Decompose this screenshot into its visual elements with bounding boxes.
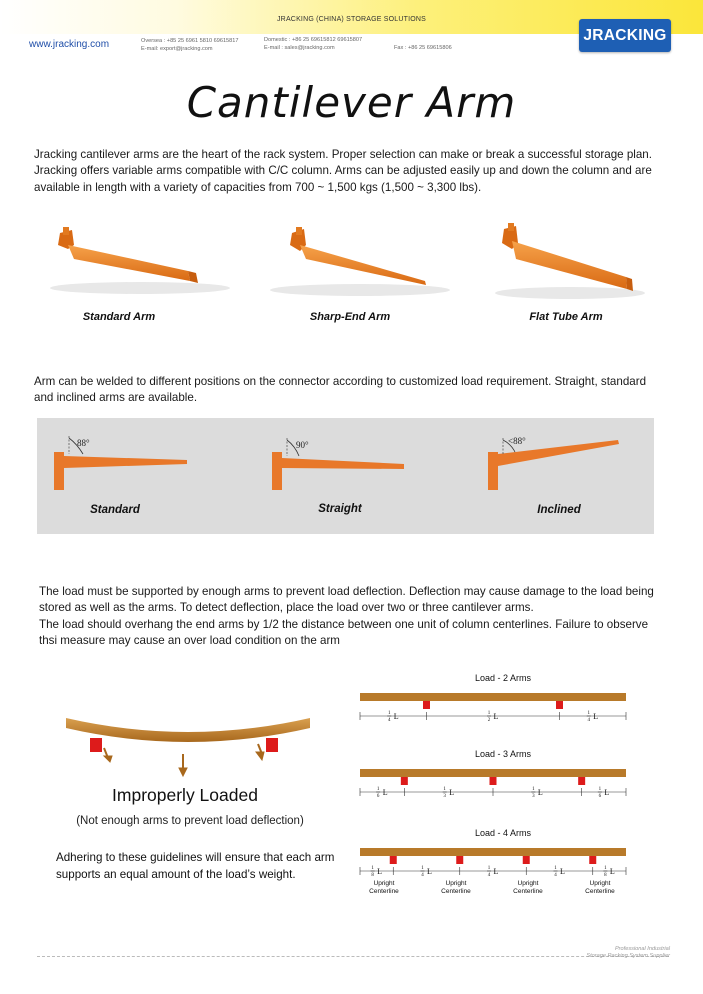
flat-tube-arm-image — [495, 223, 645, 299]
fraction-numerator: 1 — [604, 866, 607, 871]
domestic-email: E-mail : sales@jracking.com — [264, 44, 335, 51]
improperly-loaded-subtitle: (Not enough arms to prevent load deflection) — [76, 815, 304, 827]
length-label: L — [493, 867, 499, 876]
load-beam — [360, 848, 626, 856]
fraction-numerator: 1 — [587, 711, 590, 716]
fraction-numerator: 1 — [388, 711, 391, 716]
load-overhang-paragraph: The load should overhang the end arms by 1/2 the distance between one unit of column centerlines. Failure to observe thsi measure may cause an over load condition on the arm — [39, 618, 649, 648]
length-label: L — [609, 867, 615, 876]
support-arm — [490, 777, 497, 785]
flat-tube-arm-label: Flat Tube Arm — [529, 311, 603, 323]
sharp-end-arm-image — [270, 227, 450, 296]
inclined-position-label: Inclined — [537, 504, 581, 516]
load-4-arms-title: Load - 4 Arms — [474, 828, 532, 838]
fraction-denominator: 2 — [487, 718, 491, 723]
support-arm — [578, 777, 585, 785]
length-label: L — [449, 788, 455, 797]
fraction-numerator: 1 — [371, 866, 374, 871]
length-label: L — [537, 788, 543, 797]
straight-position-drawing — [272, 438, 404, 490]
length-label: L — [604, 788, 610, 797]
load-2-arms-title: Load - 2 Arms — [474, 673, 532, 683]
load-diagrams — [350, 688, 640, 903]
centerline-label-2: Upright Centerline — [441, 880, 471, 895]
length-label: L — [377, 867, 383, 876]
oversea-phone: Oversea : +85 25 6961 5810 69615817 — [141, 38, 239, 44]
standard-position-drawing — [54, 436, 187, 490]
fraction-denominator: 4 — [388, 718, 391, 723]
fraction-denominator: 6 — [598, 794, 602, 799]
support-arm — [523, 856, 530, 864]
fraction-numerator: 1 — [443, 787, 446, 792]
oversea-contact — [141, 38, 239, 53]
standard-angle-label: 88° — [77, 438, 90, 448]
support-arm — [556, 701, 563, 709]
fraction-numerator: 1 — [421, 866, 424, 871]
deflection-arrows — [104, 744, 264, 776]
domestic-phone: Domestic : +86 25 69615812 69615807 — [264, 37, 363, 43]
centerline-labels — [356, 880, 626, 900]
length-label: L — [493, 712, 499, 721]
support-right — [266, 738, 278, 752]
load-beam — [360, 769, 626, 777]
domestic-contact — [264, 37, 362, 52]
fraction-denominator: 4 — [554, 873, 557, 878]
fraction-denominator: 4 — [587, 718, 590, 723]
straight-angle-label: 90° — [296, 440, 309, 450]
length-label: L — [593, 712, 599, 721]
fraction-numerator: 1 — [376, 787, 380, 792]
length-label: L — [393, 712, 399, 721]
support-arm — [589, 856, 596, 864]
length-label: L — [382, 788, 388, 797]
improperly-loaded-title: Improperly Loaded — [112, 785, 258, 805]
support-left — [90, 738, 102, 752]
company-name: JRACKING (CHINA) STORAGE SOLUTIONS — [276, 16, 427, 23]
footer-tagline: Professional Industrial Storage Racking System Supplier — [586, 946, 670, 959]
fraction-denominator: 6 — [376, 794, 380, 799]
oversea-email: E-mail: export@jracking.com — [141, 45, 213, 52]
fax-number: Fax : +86 25 69615806 — [394, 45, 452, 51]
fraction-denominator: 3 — [532, 794, 535, 799]
fraction-numerator: 1 — [487, 711, 491, 716]
fraction-denominator: 4 — [421, 873, 424, 878]
standard-arm-image — [50, 227, 230, 294]
standard-position-label: Standard — [90, 504, 140, 516]
fraction-numerator: 1 — [487, 866, 491, 871]
website-link[interactable]: www.jracking.com — [29, 39, 110, 50]
fraction-denominator: 8 — [604, 873, 607, 878]
support-arm — [390, 856, 397, 864]
adhering-paragraph: Adhering to these guidelines will ensure that each arm supports an equal amount of the load’s weight. — [56, 851, 335, 881]
standard-arm-label: Standard Arm — [82, 311, 156, 323]
fraction-denominator: 4 — [487, 873, 491, 878]
sharp-end-arm-label: Sharp-End Arm — [309, 311, 391, 323]
intro-paragraph: Jracking cantilever arms are the heart of the rack system. Proper selection can make or break a successful storage plan. Jracking offers variable arms compatible with C/C column. Arms can be adjusted easily up and down the column and are available in length with a variety of capacities from 700 ~ 1,500 kgs (1,500 ~ 3,300 lbs). — [34, 148, 652, 194]
jracking-logo: JRACKING — [579, 19, 671, 52]
load-3-arms-title: Load - 3 Arms — [474, 749, 532, 759]
fraction-numerator: 1 — [532, 787, 535, 792]
welding-paragraph: Arm can be welded to different positions on the connector according to customized load requirement. Straight, standard and inclined arms are available. — [34, 375, 647, 405]
arm-images — [30, 215, 690, 305]
support-arm — [423, 701, 430, 709]
inclined-angle-label: <88° — [508, 436, 526, 446]
load-deflection-paragraph: The load must be supported by enough arms to prevent load deflection. Deflection may cause damage to the load being stored as well as the arms. To detect deflection, place the load over two or three cantilever arms. — [39, 585, 654, 615]
straight-position-label: Straight — [318, 503, 362, 515]
centerline-label-3: Upright Centerline — [513, 880, 543, 895]
centerline-label-1: Upright Centerline — [369, 880, 399, 895]
length-label: L — [560, 867, 565, 876]
arm-positions-diagram — [37, 418, 654, 534]
fraction-numerator: 1 — [554, 866, 557, 871]
improper-load-drawing — [60, 712, 320, 782]
page-title: Cantilever Arm — [186, 78, 517, 127]
support-arm — [401, 777, 408, 785]
load-beam — [360, 693, 626, 701]
length-label: L — [427, 867, 432, 876]
support-arm — [456, 856, 463, 864]
centerline-label-4: Upright Centerline — [585, 880, 615, 895]
fraction-denominator: 8 — [371, 873, 374, 878]
fraction-denominator: 3 — [443, 794, 446, 799]
fraction-numerator: 1 — [598, 787, 602, 792]
